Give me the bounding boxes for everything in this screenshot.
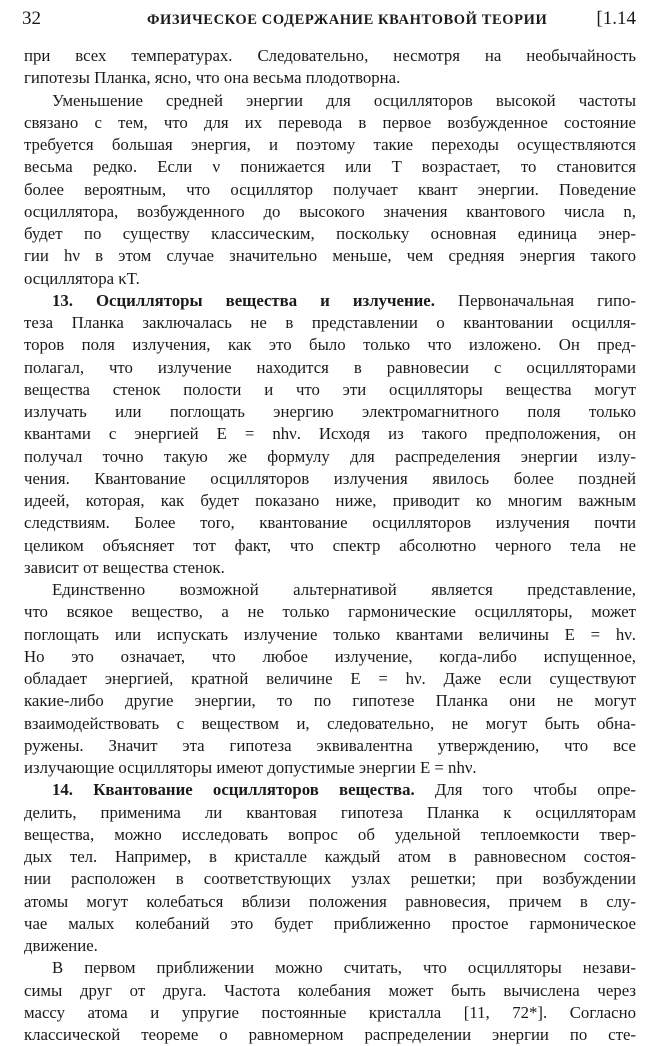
text-line: получал точно такую же формулу для распределения энергии излу- (24, 446, 636, 466)
text-line: торов поля излучения, как это было только что изложено. Он пред- (24, 335, 636, 355)
section-14-heading: 14. Квантование осцилляторов вещества. (52, 780, 415, 800)
heading-line-text: Первоначальная гипо- (458, 290, 636, 310)
text-line: взаимодействовать с веществом и, следовательно, не могут быть обна- (24, 713, 636, 733)
text-line: гипотезы Планка, ясно, что она весьма плодотворна. (24, 68, 401, 88)
running-header (22, 6, 636, 32)
text-line: связано с тем, что для их перевода в первое возбужденное состояние (24, 112, 636, 132)
text-line: ружены. Значит эта гипотеза эквивалентна утверждению, что все (24, 735, 636, 755)
text-line: целиком объясняет тот факт, что спектр абсолютно черного тела не (24, 535, 636, 555)
text-line: что всякое вещество, а не только гармонические осцилляторы, может (24, 602, 636, 622)
text-line: квантами с энергией E = nhν. Исходя из такого предположения, он (24, 424, 636, 444)
text-line: делить, применима ли квантовая гипотеза Планка к осцилляторам (24, 802, 636, 822)
text-line: осциллятора, возбужденного до высокого значения квантового числа n, (24, 201, 636, 221)
text-line: нии расположен в соответствующих узлах решетки; при возбуждении (24, 869, 636, 889)
page-body (24, 45, 636, 1046)
text-line: обладает энергией, кратной величине E = hν. Даже если существуют (24, 669, 636, 688)
text-line: требуется большая энергия, и поэтому такие переходы осуществляются (24, 135, 636, 154)
text-line: В первом приближении можно считать, что осцилляторы незави- (52, 958, 636, 978)
heading-line (24, 290, 636, 312)
text-line: поглощать или испускать излучение только квантами величины E = hν. (24, 624, 636, 644)
text-line: какие-либо другие энергии, то по гипотезе Планка они не могут (24, 691, 636, 711)
text-line: Единственно возможной альтернативой является представление, (52, 580, 636, 599)
text-line: Уменьшение средней энергии для осцилляторов высокой частоты (52, 90, 636, 110)
text-line: движение. (24, 936, 98, 955)
text-line: вещества стенок полости и что эти осцилляторы вещества могут (24, 379, 636, 399)
running-title: ФИЗИЧЕСКОЕ СОДЕРЖАНИЕ КВАНТОВОЙ ТЕОРИИ (147, 12, 548, 28)
text-line: идеей, которая, как будет показано ниже, приводит ко многим важным (24, 491, 636, 510)
text-line: вещества, можно исследовать вопрос об удельной теплоемкости твер- (24, 824, 636, 844)
text-line: чения. Квантование осцилляторов излучения явилось более поздней (24, 468, 636, 488)
text-line: осциллятора κT. (24, 268, 140, 288)
section-13-heading: 13. Осцилляторы вещества и излучение. (52, 290, 435, 310)
text-line: Но это означает, что любое излучение, когда-либо испущенное, (24, 646, 636, 666)
text-line: чае малых колебаний это будет приближенно простое гармоническое (24, 913, 636, 933)
text-line: излучать или поглощать энергию электромагнитного поля только (24, 402, 636, 421)
section-reference: [1.14 (596, 8, 636, 29)
text-line: массу атома и упругие постоянные кристалла [11, 72*]. Согласно (24, 1002, 636, 1022)
text-line: теза Планка заключалась не в представлении о квантовании осцилля- (24, 313, 636, 332)
text-line: гии hν в этом случае значительно меньше, чем средняя энергия такого (24, 246, 636, 266)
text-line: классической теореме о равномерном распределении энергии по сте- (24, 1025, 636, 1044)
text-line: дых тел. Например, в кристалле каждый атом в равновесном состоя- (24, 847, 636, 866)
page-number: 32 (22, 8, 41, 29)
text-line: более вероятным, что осциллятор получает квант энергии. Поведение (24, 179, 636, 199)
heading-line (24, 779, 636, 801)
text-line: излучающие осцилляторы имеют допустимые энергии E = nhν. (24, 758, 477, 777)
text-line: зависит от вещества стенок. (24, 557, 225, 577)
text-line: при всех температурах. Следовательно, несмотря на необычайность (24, 46, 636, 65)
text-line: симы друг от друга. Частота колебания может быть вычислена через (24, 980, 636, 1000)
text-line: будет по существу классическим, поскольку основная единица энер- (24, 224, 636, 243)
text-line: следствиям. Более того, квантование осцилляторов излучения почти (24, 513, 636, 533)
text-line: атомы могут колебаться вблизи положения равновесия, причем в слу- (24, 891, 636, 911)
heading-line-text: Для того чтобы опре- (434, 780, 636, 800)
text-line: весьма редко. Если ν понижается или T возрастает, то становится (24, 157, 636, 177)
text-line: полагал, что излучение находится в равновесии с осцилляторами (24, 357, 636, 377)
